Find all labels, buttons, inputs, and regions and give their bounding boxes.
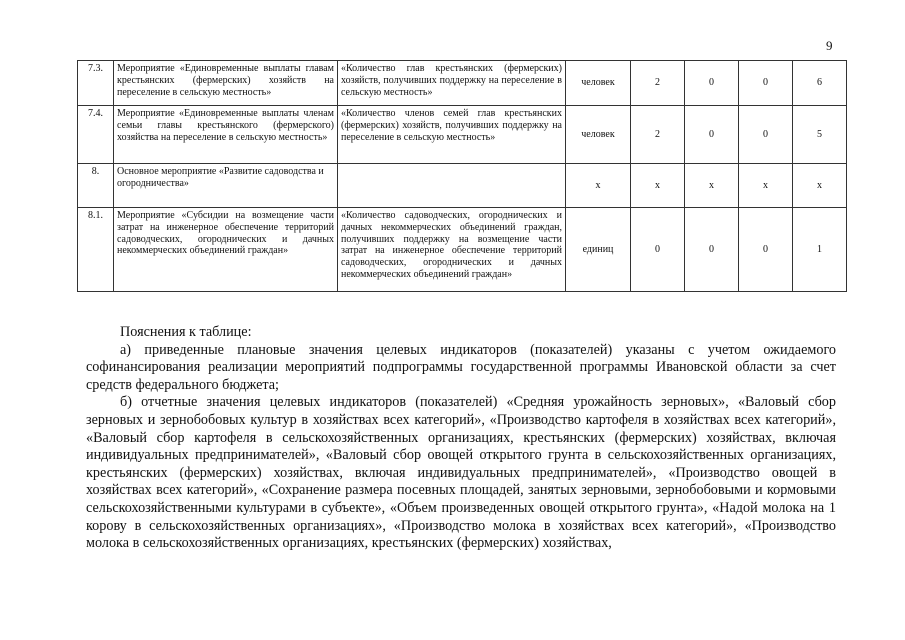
table-row bbox=[78, 208, 847, 292]
value-cell: 2 bbox=[631, 61, 685, 106]
row-number: 7.4. bbox=[78, 106, 114, 164]
indicators-table bbox=[77, 60, 847, 292]
value-cell: 2 bbox=[631, 106, 685, 164]
indicator-cell: «Количество садоводческих, огороднических и дачных некоммерческих объединений граждан, получивших поддержку на возмещение части затрат на инженерное обеспечение территорий садоводческих, огороднических и дачных некоммерческих объединений граждан» bbox=[338, 208, 566, 292]
value-cell: 0 bbox=[685, 106, 739, 164]
table-row bbox=[78, 106, 847, 164]
note-paragraph: б) отчетные значения целевых индикаторов (показателей) «Средняя урожайность зерновых», «Валовый сбор зерновых и зернобобовых культур в хозяйствах всех категорий», «Производство картофеля в хозяйствах всех категорий», «Валовый сбор картофеля в сельскохозяйственных организациях, крестьянских (фермерских) хозяйствах, включая индивидуальных предпринимателей», «Валовый сбор овощей открытого грунта в сельскохозяйственных организациях, крестьянских (фермерских) хозяйствах, включая индивидуальных предпринимателей», «Производство овощей в хозяйствах всех категорий», «Сохранение размера посевных площадей, занятых зерновыми, зернобобовыми и кормовыми сельскохозяйственными культурами в субъекте», «Объем произведенных овощей открытого грунта», «Надой молока на 1 корову в сельскохозяйственных организациях», «Производство молока в хозяйствах всех категорий», «Производство молока в сельскохозяйственных организациях, крестьянских (фермерских) хозяйствах, bbox=[86, 394, 836, 552]
table-notes bbox=[86, 324, 836, 553]
indicator-cell: «Количество глав крестьянских (фермерских) хозяйств, получивших поддержку на переселение в сельскую местность» bbox=[338, 61, 566, 106]
value-cell: 0 bbox=[685, 208, 739, 292]
value-cell: 0 bbox=[685, 61, 739, 106]
row-number: 7.3. bbox=[78, 61, 114, 106]
event-cell: Основное мероприятие «Развитие садоводства и огородничества» bbox=[114, 164, 338, 208]
unit-cell: единиц bbox=[566, 208, 631, 292]
indicator-cell: «Количество членов семей глав крестьянских (фермерских) хозяйств, получивших поддержку на переселение в сельскую местность» bbox=[338, 106, 566, 164]
unit-cell: человек bbox=[566, 61, 631, 106]
value-cell: 0 bbox=[739, 208, 793, 292]
unit-cell: х bbox=[566, 164, 631, 208]
value-cell: 5 bbox=[793, 106, 847, 164]
event-cell: Мероприятие «Единовременные выплаты главам крестьянских (фермерских) хозяйств на переселение в сельскую местность» bbox=[114, 61, 338, 106]
notes-heading: Пояснения к таблице: bbox=[120, 324, 252, 340]
value-cell: х bbox=[685, 164, 739, 208]
value-cell: х bbox=[739, 164, 793, 208]
note-paragraph: а) приведенные плановые значения целевых индикаторов (показателей) указаны с учетом ожидаемого софинансирования реализации мероприятий подпрограммы государственной программы Ивановской области за счет средств федерального бюджета; bbox=[86, 341, 836, 393]
value-cell: 0 bbox=[739, 106, 793, 164]
unit-cell: человек bbox=[566, 106, 631, 164]
value-cell: х bbox=[631, 164, 685, 208]
value-cell: 0 bbox=[631, 208, 685, 292]
indicator-cell bbox=[338, 164, 566, 208]
event-cell: Мероприятие «Единовременные выплаты членам семьи главы крестьянского (фермерского) хозяйства на переселение в сельскую местность» bbox=[114, 106, 338, 164]
table-row bbox=[78, 61, 847, 106]
event-cell: Мероприятие «Субсидии на возмещение части затрат на инженерное обеспечение территорий садоводческих, огороднических и дачных некоммерческих объединений граждан» bbox=[114, 208, 338, 292]
table-row bbox=[78, 164, 847, 208]
row-number: 8. bbox=[78, 164, 114, 208]
page-number: 9 bbox=[826, 38, 833, 53]
value-cell: 0 bbox=[739, 61, 793, 106]
value-cell: х bbox=[793, 164, 847, 208]
row-number: 8.1. bbox=[78, 208, 114, 292]
value-cell: 6 bbox=[793, 61, 847, 106]
value-cell: 1 bbox=[793, 208, 847, 292]
